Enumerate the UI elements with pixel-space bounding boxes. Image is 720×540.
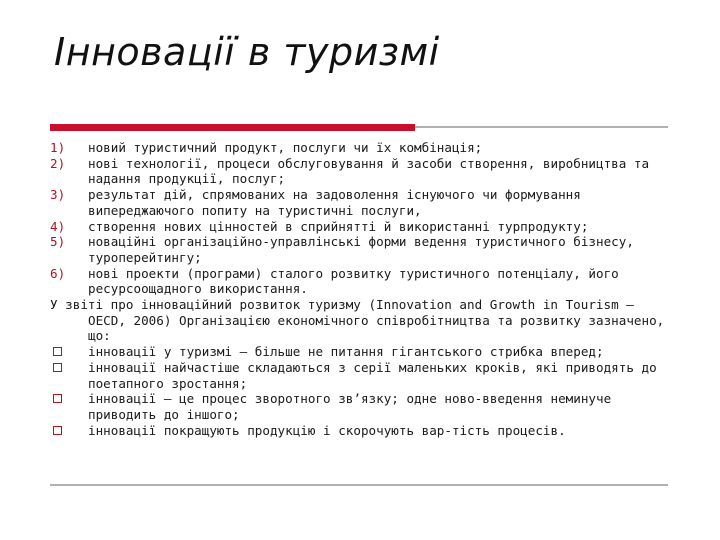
square-bullet-icon <box>50 360 88 391</box>
list-number: 5) <box>50 234 66 250</box>
title-underline-accent <box>50 124 415 131</box>
list-number: 4) <box>50 218 66 234</box>
list-number: 2) <box>50 155 66 171</box>
list-item <box>50 156 670 187</box>
list-number: 3) <box>50 187 66 203</box>
bullet-text: інновації – це процес зворотного зв’язку; одне ново-введення неминуче приводить до іншого; <box>88 391 612 422</box>
square-bullet-icon <box>50 344 88 360</box>
list-number: 1) <box>50 140 66 155</box>
list-item <box>50 234 670 265</box>
bullet-text: інновації найчастіше складаються з серії маленьких кроків, які приводять до поетапного зростання; <box>88 359 657 391</box>
list-item <box>50 219 670 235</box>
bullet-text: інновації покращують продукцію і скорочують вар-тість процесів. <box>88 422 566 438</box>
list-item-text: результат дій, спрямованих на задоволення існуючого чи формування випереджаючого попиту на туристичні послуги, <box>88 187 581 218</box>
square-bullet-icon <box>50 423 88 439</box>
list-item <box>50 266 670 297</box>
slide-title: Інновації в туризмі <box>54 30 440 74</box>
bullet-text: інновації у туризмі – більше не питання гігантського стрибка вперед; <box>88 344 604 360</box>
list-item-text: створення нових цінностей в сприйнятті й використанні турпродукту; <box>88 218 589 234</box>
bullet-item <box>50 391 670 422</box>
list-item-text: нові проекти (програми) сталого розвитку туристичного потенціалу, його ресурсоощадного використання. <box>88 265 619 297</box>
bullet-item <box>50 344 670 360</box>
list-item <box>50 187 670 218</box>
list-item-text: новаційні організаційно-управлінські форми ведення туристичного бізнесу, туроперейтингу; <box>88 234 634 265</box>
bullet-item <box>50 360 670 391</box>
report-paragraph: У звіті про інноваційний розвиток туризму (Innovation and Growth in Tourism – OECD, 2006) Організацією економічного співробітництва та розвитку зазначено, що: <box>50 297 665 344</box>
slide-body <box>50 140 670 438</box>
square-bullet-icon <box>50 391 88 422</box>
bottom-divider <box>50 484 668 486</box>
list-number: 6) <box>50 265 66 281</box>
list-item <box>50 140 670 156</box>
list-item-text: нові технології, процеси обслуговування й засоби створення, виробництва та надання продукції, послуг; <box>88 155 650 187</box>
list-item-text: новий туристичний продукт, послуги чи їх комбінація; <box>88 140 483 155</box>
bullet-item <box>50 423 670 439</box>
title-underline-gray <box>415 126 668 128</box>
